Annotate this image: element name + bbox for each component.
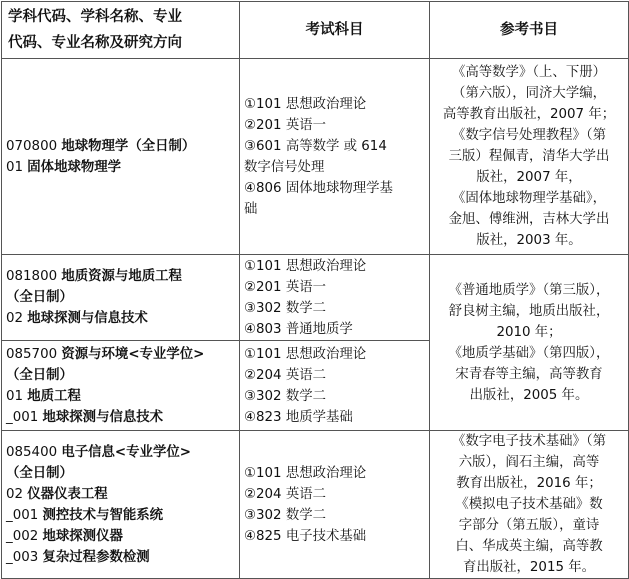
header-program [2,2,240,59]
reference-line: 舒良树主编，地质出版社， [448,303,610,319]
header-program-line1: 学科代码、学科名称、专业 [8,9,182,25]
subject-line: ③601 高等数学 或 614 [244,138,387,154]
program-line: _001 地球探测与信息技术 [6,409,164,425]
subject-line: 数字信号处理 [244,159,325,175]
subject-line: ③302 数学二 [244,300,326,316]
subject-line: ②204 英语二 [244,486,326,502]
reference-line: 白、华成英主编，高等教 [455,539,603,554]
reference-line: 教育出版社，2016 年； [456,476,602,491]
program-line: 01 地质工程 [6,388,81,404]
program-line: _002 地球探测仪器 [6,528,123,544]
header-program-line2: 代码、专业名称及研究方向 [8,35,182,51]
table-row [2,59,629,255]
program-line: 01 固体地球物理学 [6,159,122,175]
exam-table [1,1,629,579]
reference-line: 金旭、傅维洲，吉林大学出 [448,212,610,227]
header-subjects: 考试科目 [240,2,430,59]
subject-line: ④823 地质学基础 [244,409,353,425]
subject-line: ④806 固体地球物理学基 [244,180,393,196]
subject-line: ②201 英语一 [244,117,326,133]
subject-line: ④803 普通地质学 [244,321,353,337]
reference-line: 六版），阎石主编，高等 [458,455,600,470]
reference-line: 育出版社，2015 年。 [462,560,596,575]
subject-line: ①101 思想政治理论 [244,346,367,362]
program-line: _003 复杂过程参数检测 [6,549,150,565]
program-line: （全日制） [6,465,73,481]
header-row [2,2,629,59]
program-line: 02 地球探测与信息技术 [6,311,148,326]
reference-line: 《数字电子技术基础》（第 [452,434,606,449]
references-cell [430,59,629,255]
reference-line: （第六版），同济大学编， [452,86,606,101]
subject-line: 础 [244,201,258,217]
subjects-cell [240,255,430,341]
program-cell [2,255,240,341]
reference-line: 《地质学基础》（第四版）， [448,345,610,361]
subject-line: ②201 英语一 [244,279,326,295]
subjects-cell [240,431,430,579]
shared-references-cell [430,255,629,431]
table-row [2,255,629,341]
subject-line: ③302 数学二 [244,507,326,523]
subject-line: ①101 思想政治理论 [244,258,367,274]
subject-line: ④825 电子技术基础 [244,528,367,544]
reference-line: 2010 年； [496,324,562,340]
program-line: （全日制） [6,290,73,305]
program-line: _001 测控技术与智能系统 [6,507,164,523]
reference-line: 三版）程佩青，清华大学出 [448,149,610,164]
subject-line: ①101 思想政治理论 [244,465,367,481]
program-line: 070800 地球物理学（全日制） [6,138,196,154]
reference-line: 宋青春等主编，高等教育 [455,366,603,382]
reference-line: 字部分（第五版），童诗 [458,518,600,533]
subject-line: ②204 英语二 [244,367,326,383]
reference-line: 《普通地质学》（第三版）， [448,282,610,298]
reference-line: 《高等数学》（上、下册） [452,65,606,80]
program-line: 085700 资源与环境<专业学位> [6,346,205,362]
program-line: 081800 地质资源与地质工程 [6,269,182,284]
program-cell [2,341,240,431]
reference-line: 《数字信号处理教程》（第 [452,128,606,143]
program-line: 02 仪器仪表工程 [6,486,108,502]
references-cell [430,431,629,579]
reference-line: 《模拟电子技术基础》数 [455,497,603,512]
program-cell [2,59,240,255]
subjects-cell [240,341,430,431]
program-line: 085400 电子信息<专业学位> [6,444,191,460]
subject-line: ①101 思想政治理论 [244,96,367,112]
reference-line: 版社，2003 年。 [476,233,582,248]
header-references: 参考书目 [430,2,629,59]
reference-line: 出版社，2005 年。 [469,387,589,403]
subject-line: ③302 数学二 [244,388,326,404]
program-line: （全日制） [6,367,73,383]
reference-line: 高等教育出版社，2007 年； [442,107,616,122]
table-row [2,431,629,579]
program-cell [2,431,240,579]
reference-line: 版社，2007 年， [476,170,582,185]
subjects-cell [240,59,430,255]
reference-line: 《固体地球物理学基础》， [452,191,606,206]
